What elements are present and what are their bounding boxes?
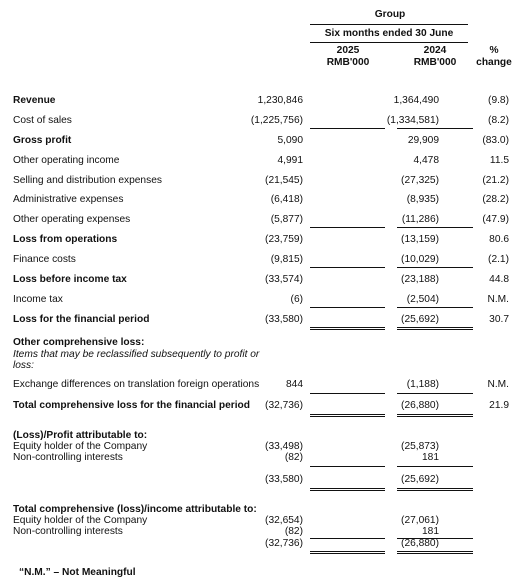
- row-change: (9.8): [488, 95, 509, 106]
- row-label: Cost of sales: [13, 115, 72, 126]
- row-change: 30.7: [489, 314, 509, 325]
- comp-attrib-sum-dbl2-2024: [397, 553, 473, 554]
- attrib-nci-2024: 181: [422, 452, 439, 463]
- row-change: (21.2): [482, 175, 509, 186]
- exchange-label: Exchange differences on translation foreign operations: [13, 379, 260, 390]
- attrib-equity-2025: (33,498): [265, 441, 303, 452]
- row-value-2024: 4,478: [413, 155, 439, 166]
- col2-unit: RMB'000: [413, 57, 457, 68]
- row-label: Administrative expenses: [13, 194, 124, 205]
- row-underline-2025: [310, 128, 385, 129]
- row-underline-2025: [310, 227, 385, 228]
- row-underline-2024: [397, 227, 473, 228]
- attrib-sum-dbl1-2024: [397, 488, 473, 489]
- exchange-underline-2024: [397, 393, 473, 394]
- comp-attrib-sum-dbl2-2025: [310, 553, 385, 554]
- row-label: Selling and distribution expenses: [13, 175, 162, 186]
- comp-attrib-equity-2025: (32,654): [265, 515, 303, 526]
- row-underline-2024: [397, 327, 473, 328]
- col3-change: change: [476, 57, 512, 68]
- attrib-sum-dbl2-2024: [397, 490, 473, 491]
- oci-note-line2: loss:: [13, 360, 34, 371]
- attrib-underline-2024: [397, 466, 473, 467]
- footnote: “N.M.” – Not Meaningful: [19, 567, 136, 578]
- comp-attrib-sum-dbl1-2024: [397, 551, 473, 552]
- row-value-2024: (11,286): [401, 214, 439, 225]
- row-value-2024: (23,188): [401, 274, 439, 285]
- row-label: Loss from operations: [13, 234, 118, 245]
- row-underline-2025: [310, 327, 385, 328]
- exchange-change: N.M.: [487, 379, 509, 390]
- row-value-2024: (10,029): [401, 254, 439, 265]
- attrib-nci-label: Non-controlling interests: [13, 452, 123, 463]
- total-comprehensive-change: 21.9: [489, 400, 509, 411]
- comp-attrib-nci-label: Non-controlling interests: [13, 526, 123, 537]
- row-change: (28.2): [482, 194, 509, 205]
- total-comprehensive-label: Total comprehensive loss for the financial period: [13, 400, 251, 411]
- exchange-2024: (1,188): [406, 379, 439, 390]
- group-underline: [310, 24, 468, 25]
- row-value-2025: (23,759): [265, 234, 303, 245]
- col1-unit: RMB'000: [326, 57, 370, 68]
- row-underline-2024: [397, 307, 473, 308]
- total-comprehensive-2024: (26,880): [401, 400, 439, 411]
- row-label: Other operating income: [13, 155, 120, 166]
- row-value-2024: 1,364,490: [393, 95, 439, 106]
- total-comprehensive-dbl2-2024: [397, 416, 473, 417]
- period-underline: [310, 42, 468, 43]
- row-change: (8.2): [488, 115, 509, 126]
- comp-attrib-equity-2024: (27,061): [401, 515, 439, 526]
- attrib-sum-dbl2-2025: [310, 490, 385, 491]
- col2-year: 2024: [423, 45, 447, 56]
- exchange-underline-2025: [310, 393, 385, 394]
- total-comprehensive-2025: (32,736): [265, 400, 303, 411]
- row-value-2025: (1,225,756): [250, 115, 303, 126]
- comp-attrib-underline-2025: [310, 538, 385, 539]
- row-underline-2025: [310, 267, 385, 268]
- comp-attrib-sum-2025: (32,736): [265, 538, 303, 549]
- row-value-2024: (8,935): [406, 194, 439, 205]
- row-label: Other operating expenses: [13, 214, 131, 225]
- total-comprehensive-dbl1-2025: [310, 414, 385, 415]
- attrib-sum-dbl1-2025: [310, 488, 385, 489]
- row-change: (47.9): [482, 214, 509, 225]
- row-label: Loss for the financial period: [13, 314, 150, 325]
- row-label: Finance costs: [13, 254, 76, 265]
- period-heading: Six months ended 30 June: [324, 28, 454, 39]
- row-change: 80.6: [489, 234, 509, 245]
- row-value-2025: (21,545): [265, 175, 303, 186]
- row-underline-2024: [397, 329, 473, 330]
- row-value-2024: (27,325): [401, 175, 439, 186]
- row-value-2024: (13,159): [401, 234, 439, 245]
- exchange-2025: 844: [286, 379, 303, 390]
- row-value-2025: (6): [290, 294, 303, 305]
- row-underline-2024: [397, 128, 473, 129]
- row-label: Gross profit: [13, 135, 72, 146]
- comp-attrib-nci-2024: 181: [422, 526, 439, 537]
- row-change: N.M.: [487, 294, 509, 305]
- comp-attrib-equity-label: Equity holder of the Company: [13, 515, 148, 526]
- row-change: 44.8: [489, 274, 509, 285]
- row-change: 11.5: [489, 155, 509, 166]
- comp-attrib-sum-2024: (26,880): [401, 538, 439, 549]
- comp-attrib-nci-2025: (82): [284, 526, 303, 537]
- row-value-2025: 1,230,846: [257, 95, 303, 106]
- row-value-2025: (5,877): [270, 214, 303, 225]
- row-change: (83.0): [482, 135, 509, 146]
- oci-note-line1: Items that may be reclassified subsequently to profit or: [13, 349, 260, 360]
- col3-percent: %: [489, 45, 499, 56]
- row-underline-2024: [397, 267, 473, 268]
- row-label: Revenue: [13, 95, 56, 106]
- row-label: Loss before income tax: [13, 274, 127, 285]
- row-value-2024: (25,692): [401, 314, 439, 325]
- row-change: (2.1): [488, 254, 509, 265]
- comp-attrib-heading: Total comprehensive (loss)/income attributable to:: [13, 504, 257, 515]
- row-value-2024: 29,909: [407, 135, 439, 146]
- row-value-2024: (2,504): [406, 294, 439, 305]
- row-value-2025: (9,815): [270, 254, 303, 265]
- attrib-sum-2025: (33,580): [265, 474, 303, 485]
- group-heading: Group: [374, 9, 406, 20]
- row-value-2024: (1,334,581): [386, 115, 439, 126]
- row-underline-2025: [310, 307, 385, 308]
- attrib-equity-2024: (25,873): [401, 441, 439, 452]
- row-value-2025: 5,090: [277, 135, 303, 146]
- row-underline-2025: [310, 329, 385, 330]
- attrib-equity-label: Equity holder of the Company: [13, 441, 148, 452]
- attrib-sum-2024: (25,692): [401, 474, 439, 485]
- attrib-underline-2025: [310, 466, 385, 467]
- row-value-2025: (6,418): [270, 194, 303, 205]
- attrib-heading: (Loss)/Profit attributable to:: [13, 430, 148, 441]
- comp-attrib-sum-dbl1-2025: [310, 551, 385, 552]
- total-comprehensive-dbl1-2024: [397, 414, 473, 415]
- col1-year: 2025: [336, 45, 360, 56]
- row-value-2025: (33,574): [265, 274, 303, 285]
- row-label: Income tax: [13, 294, 63, 305]
- attrib-nci-2025: (82): [284, 452, 303, 463]
- row-value-2025: 4,991: [277, 155, 303, 166]
- oci-heading: Other comprehensive loss:: [13, 337, 145, 348]
- total-comprehensive-dbl2-2025: [310, 416, 385, 417]
- row-value-2025: (33,580): [265, 314, 303, 325]
